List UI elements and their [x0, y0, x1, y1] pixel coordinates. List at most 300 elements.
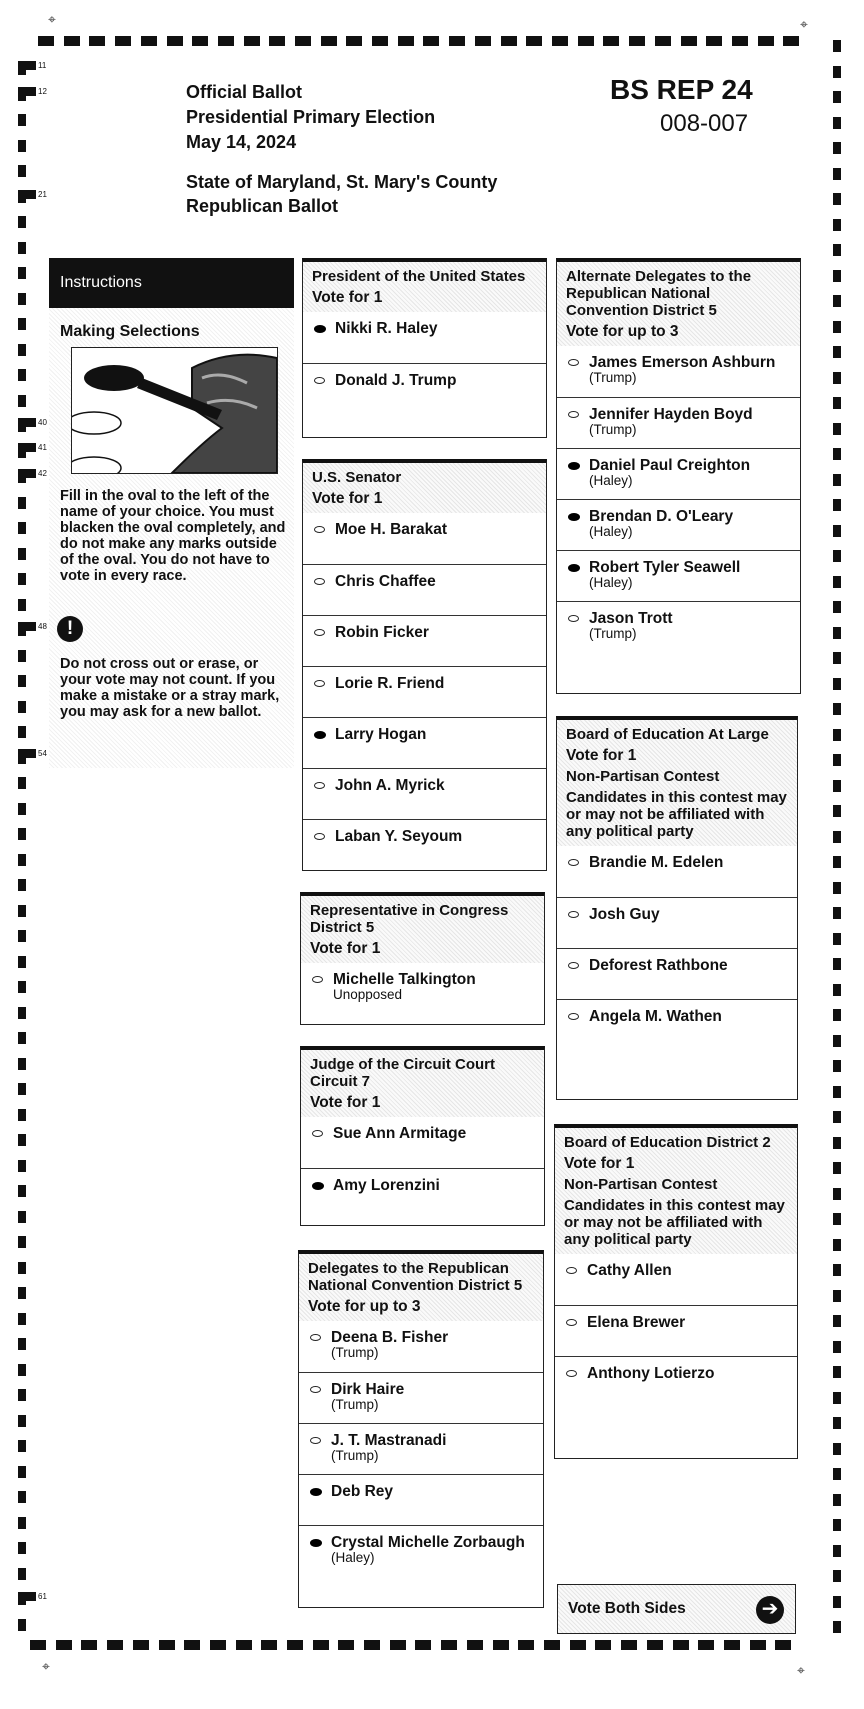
candidate-option[interactable] — [301, 963, 544, 1014]
party-ballot: Republican Ballot — [186, 196, 339, 216]
contest-header — [299, 1254, 543, 1321]
candidate-option[interactable] — [557, 346, 800, 397]
election-name: Presidential Primary Election — [186, 107, 436, 127]
timing-mark — [18, 1185, 26, 1197]
timing-mark — [18, 369, 26, 381]
timing-mark — [833, 193, 841, 205]
timing-mark — [313, 1640, 329, 1650]
timing-mark — [18, 1364, 26, 1376]
timing-mark — [133, 1640, 149, 1650]
contest-header — [555, 1128, 797, 1254]
candidate-option[interactable] — [303, 513, 546, 564]
timing-mark — [467, 1640, 483, 1650]
timing-mark — [18, 777, 26, 789]
registration-mark: ⌖ — [42, 1658, 50, 1674]
contest-alternate-delegates — [556, 258, 801, 694]
timing-mark — [732, 36, 748, 46]
instructions-no-erase: Do not cross out or erase, or your vote may not count. If you make a mistake or a stray mark, you may ask for a new ballot. — [60, 656, 280, 720]
candidate-option[interactable] — [303, 666, 546, 717]
timing-mark — [18, 1160, 26, 1172]
timing-mark — [18, 981, 26, 993]
candidate-option[interactable] — [557, 846, 797, 897]
timing-mark — [493, 1640, 509, 1650]
timing-mark — [501, 36, 517, 46]
timing-mark — [833, 1290, 841, 1302]
vote-for-instruction: Vote for 1 — [312, 490, 383, 507]
candidate-affiliation: (Haley) — [589, 473, 633, 488]
timing-label: 21 — [38, 190, 47, 199]
candidate-name: Brendan D. O'Leary — [589, 508, 734, 525]
candidate-option[interactable] — [299, 1525, 543, 1576]
candidate-option[interactable] — [303, 615, 546, 666]
timing-mark — [833, 550, 841, 562]
timing-mark — [18, 1542, 26, 1554]
filled-oval-icon[interactable] — [568, 513, 580, 521]
candidate-option[interactable] — [557, 601, 800, 652]
candidate-name: Daniel Paul Creighton — [589, 457, 751, 474]
timing-mark — [18, 87, 36, 96]
candidate-option[interactable] — [557, 897, 797, 948]
timing-mark — [833, 1111, 841, 1123]
candidate-name: Deena B. Fisher — [331, 1329, 449, 1346]
empty-oval-icon[interactable] — [314, 833, 325, 840]
contest-president — [302, 258, 547, 438]
candidate-option[interactable] — [299, 1423, 543, 1474]
timing-mark — [18, 879, 26, 891]
timing-mark — [833, 831, 841, 843]
timing-mark — [18, 1313, 26, 1325]
timing-mark — [833, 372, 841, 384]
timing-mark — [18, 522, 26, 534]
ballot-style-code: BS REP 24 — [610, 74, 753, 105]
timing-mark — [218, 36, 234, 46]
candidate-name: Crystal Michelle Zorbaugh — [331, 1534, 525, 1551]
timing-mark — [18, 701, 26, 713]
timing-mark — [18, 418, 36, 427]
timing-label: 48 — [38, 622, 47, 631]
timing-mark — [287, 1640, 303, 1650]
timing-mark — [629, 36, 645, 46]
vote-for-instruction: Vote for 1 — [312, 289, 383, 306]
contest-congress-district-5 — [300, 892, 545, 1025]
jurisdiction: State of Maryland, St. Mary's County — [186, 172, 498, 192]
registration-mark: ⌖ — [800, 16, 808, 32]
candidate-name: Michelle Talkington — [333, 971, 476, 988]
timing-mark — [833, 1060, 841, 1072]
candidate-name: John A. Myrick — [335, 777, 445, 794]
timing-mark — [833, 1570, 841, 1582]
timing-mark — [18, 930, 26, 942]
timing-mark — [655, 36, 671, 46]
candidate-affiliation: (Trump) — [589, 626, 637, 641]
timing-mark — [681, 36, 697, 46]
timing-label: 41 — [38, 443, 47, 452]
timing-mark — [833, 168, 841, 180]
contest-title: U.S. Senator — [312, 469, 402, 486]
timing-mark — [18, 905, 26, 917]
candidate-name: Brandie M. Edelen — [589, 854, 724, 871]
empty-oval-icon[interactable] — [314, 629, 325, 636]
precinct-number: 008-007 — [660, 110, 749, 137]
timing-mark — [698, 1640, 714, 1650]
candidate-name: Lorie R. Friend — [335, 675, 445, 692]
timing-mark — [775, 1640, 791, 1650]
candidate-name: J. T. Mastranadi — [331, 1432, 447, 1449]
vote-for-instruction: Vote for 1 — [566, 747, 637, 764]
timing-mark — [833, 397, 841, 409]
candidate-option[interactable] — [557, 397, 800, 448]
candidate-option[interactable] — [303, 363, 546, 414]
candidate-name: Elena Brewer — [587, 1314, 686, 1331]
candidate-name: Larry Hogan — [335, 726, 427, 743]
empty-oval-icon[interactable] — [566, 1370, 577, 1377]
timing-mark — [18, 548, 26, 560]
timing-mark — [18, 599, 26, 611]
timing-mark — [833, 117, 841, 129]
timing-mark — [18, 1032, 26, 1044]
timing-mark — [18, 650, 26, 662]
empty-oval-icon[interactable] — [566, 1267, 577, 1274]
timing-mark — [833, 448, 841, 460]
empty-oval-icon[interactable] — [568, 859, 579, 866]
timing-mark — [18, 675, 26, 687]
timing-mark — [18, 1211, 26, 1223]
candidate-affiliation: (Trump) — [589, 422, 637, 437]
timing-label: 11 — [38, 61, 47, 70]
contest-title: President of the United States — [312, 268, 526, 285]
candidate-affiliation: (Haley) — [589, 575, 633, 590]
contest-header — [303, 262, 546, 312]
timing-mark — [833, 805, 841, 817]
timing-mark — [833, 933, 841, 945]
candidate-option[interactable] — [303, 312, 546, 363]
empty-oval-icon[interactable] — [568, 962, 579, 969]
timing-mark — [18, 61, 36, 70]
timing-mark — [724, 1640, 740, 1650]
election-date: May 14, 2024 — [186, 132, 297, 152]
timing-mark — [18, 242, 26, 254]
candidate-name: Robin Ficker — [335, 624, 429, 641]
filled-oval-icon[interactable] — [312, 1182, 324, 1190]
empty-oval-icon[interactable] — [314, 782, 325, 789]
timing-mark — [833, 652, 841, 664]
candidate-affiliation: Unopposed — [333, 987, 403, 1002]
timing-mark — [18, 395, 26, 407]
timing-mark — [833, 678, 841, 690]
timing-mark — [833, 780, 841, 792]
marking-illustration — [71, 347, 278, 474]
timing-mark — [833, 703, 841, 715]
timing-mark — [81, 1640, 97, 1650]
empty-oval-icon[interactable] — [568, 615, 579, 622]
timing-mark — [18, 318, 26, 330]
filled-oval-icon[interactable] — [310, 1539, 322, 1547]
candidate-name: James Emerson Ashburn — [589, 354, 776, 371]
timing-mark — [441, 1640, 457, 1650]
timing-mark — [833, 1366, 841, 1378]
filled-oval-icon[interactable] — [310, 1488, 322, 1496]
contest-title: Board of Education District 2 — [564, 1134, 771, 1151]
candidate-name: Cathy Allen — [587, 1262, 672, 1279]
timing-mark — [706, 36, 722, 46]
contest-board-of-education-at-large — [556, 716, 798, 1100]
timing-mark — [833, 1035, 841, 1047]
timing-mark — [338, 1640, 354, 1650]
timing-mark — [141, 36, 157, 46]
timing-mark — [833, 1315, 841, 1327]
timing-mark — [833, 423, 841, 435]
timing-mark — [159, 1640, 175, 1650]
candidate-name: Jason Trott — [589, 610, 673, 627]
candidate-name: Amy Lorenzini — [333, 1177, 440, 1194]
timing-mark — [833, 321, 841, 333]
contest-header — [301, 896, 544, 963]
timing-mark — [18, 726, 26, 738]
timing-mark — [89, 36, 105, 46]
empty-oval-icon[interactable] — [568, 1013, 579, 1020]
candidate-option[interactable] — [557, 550, 800, 601]
registration-mark: ⌖ — [797, 1662, 805, 1678]
candidate-affiliation: (Haley) — [589, 524, 633, 539]
timing-mark — [750, 1640, 766, 1650]
timing-mark — [18, 622, 36, 631]
timing-mark — [107, 1640, 123, 1650]
timing-mark — [18, 140, 26, 152]
timing-mark — [833, 1188, 841, 1200]
timing-mark — [833, 1494, 841, 1506]
affiliation-note: Candidates in this contest may or may not be affiliated with any political party — [566, 789, 787, 840]
empty-oval-icon[interactable] — [566, 1319, 577, 1326]
timing-mark — [833, 295, 841, 307]
timing-mark — [449, 36, 465, 46]
timing-mark — [18, 469, 36, 478]
contest-board-of-education-district-2 — [554, 1124, 798, 1459]
candidate-option[interactable] — [557, 948, 797, 999]
timing-mark — [18, 165, 26, 177]
timing-mark — [38, 36, 54, 46]
timing-mark — [833, 1239, 841, 1251]
instructions-heading: Instructions — [49, 258, 294, 308]
timing-mark — [346, 36, 362, 46]
vote-both-sides-banner — [557, 1584, 796, 1634]
timing-mark — [18, 803, 26, 815]
ballot-title: Official Ballot — [186, 82, 303, 102]
timing-mark — [18, 1007, 26, 1019]
making-selections-heading: Making Selections — [60, 323, 200, 340]
timing-mark — [833, 346, 841, 358]
contest-header — [557, 720, 797, 846]
vote-for-instruction: Vote for 1 — [310, 1094, 381, 1111]
candidate-affiliation: (Trump) — [331, 1397, 379, 1412]
timing-mark — [603, 36, 619, 46]
timing-mark — [184, 1640, 200, 1650]
vote-for-instruction: Vote for up to 3 — [566, 323, 679, 340]
vote-for-instruction: Vote for 1 — [564, 1155, 635, 1172]
candidate-option[interactable] — [557, 499, 800, 550]
timing-mark — [833, 244, 841, 256]
timing-mark — [18, 573, 26, 585]
candidate-name: Laban Y. Seyoum — [335, 828, 463, 845]
timing-mark — [833, 1213, 841, 1225]
timing-mark — [833, 1341, 841, 1353]
timing-mark — [552, 36, 568, 46]
timing-mark — [833, 474, 841, 486]
timing-mark — [18, 497, 26, 509]
timing-mark — [18, 1440, 26, 1452]
non-partisan-note: Non-Partisan Contest — [566, 768, 720, 785]
timing-mark — [595, 1640, 611, 1650]
timing-mark — [518, 1640, 534, 1650]
candidate-name: Robert Tyler Seawell — [589, 559, 741, 576]
contest-title: Alternate Delegates to the Republican National Convention District 5 — [566, 268, 752, 319]
timing-label: 12 — [38, 87, 47, 96]
filled-oval-icon[interactable] — [314, 731, 326, 739]
candidate-option[interactable] — [555, 1254, 797, 1305]
timing-mark — [64, 36, 80, 46]
candidate-name: Nikki R. Haley — [335, 320, 438, 337]
timing-mark — [18, 114, 26, 126]
timing-mark — [423, 36, 439, 46]
timing-mark — [833, 601, 841, 613]
candidate-option[interactable] — [303, 564, 546, 615]
exclamation-icon: ! — [57, 616, 83, 642]
timing-mark — [18, 1619, 26, 1631]
empty-oval-icon[interactable] — [568, 411, 579, 418]
timing-mark — [833, 1621, 841, 1633]
timing-mark — [236, 1640, 252, 1650]
candidate-option[interactable] — [301, 1168, 544, 1219]
contest-title: Judge of the Circuit Court Circuit 7 — [310, 1056, 495, 1090]
timing-mark — [833, 142, 841, 154]
filled-oval-icon[interactable] — [568, 462, 580, 470]
timing-mark — [18, 293, 26, 305]
contest-title: Delegates to the Republican National Convention District 5 — [308, 1260, 523, 1294]
timing-mark — [18, 1134, 26, 1146]
empty-oval-icon[interactable] — [568, 911, 579, 918]
timing-mark — [621, 1640, 637, 1650]
candidate-name: Angela M. Wathen — [589, 1008, 722, 1025]
candidate-name: Sue Ann Armitage — [333, 1125, 467, 1142]
timing-mark — [210, 1640, 226, 1650]
timing-mark — [18, 1517, 26, 1529]
filled-oval-icon[interactable] — [314, 325, 326, 333]
timing-mark — [18, 1262, 26, 1274]
candidate-option[interactable] — [299, 1474, 543, 1525]
timing-mark — [544, 1640, 560, 1650]
timing-mark — [18, 1568, 26, 1580]
timing-mark — [115, 36, 131, 46]
timing-mark — [526, 36, 542, 46]
affiliation-note: Candidates in this contest may or may not be affiliated with any political party — [564, 1197, 785, 1248]
timing-mark — [758, 36, 774, 46]
timing-mark — [647, 1640, 663, 1650]
instructions-fill-oval: Fill in the oval to the left of the name of your choice. You must blacken the oval completely, and do not make any marks outside of the oval. You do not have to vote in every race. — [60, 488, 286, 584]
timing-mark — [244, 36, 260, 46]
timing-mark — [833, 856, 841, 868]
candidate-option[interactable] — [299, 1372, 543, 1423]
candidate-option[interactable] — [299, 1321, 543, 1372]
empty-oval-icon[interactable] — [312, 976, 323, 983]
timing-mark — [18, 1592, 36, 1601]
registration-mark: ⌖ — [48, 11, 56, 27]
non-partisan-note: Non-Partisan Contest — [564, 1176, 718, 1193]
timing-mark — [372, 36, 388, 46]
timing-mark — [833, 1443, 841, 1455]
candidate-name: Chris Chaffee — [335, 573, 436, 590]
timing-mark — [18, 216, 26, 228]
timing-mark — [833, 1264, 841, 1276]
empty-oval-icon[interactable] — [310, 1437, 321, 1444]
empty-oval-icon[interactable] — [314, 680, 325, 687]
arrow-right-icon: ➔ — [756, 1596, 784, 1624]
empty-oval-icon[interactable] — [314, 526, 325, 533]
timing-mark — [833, 1519, 841, 1531]
candidate-option[interactable] — [301, 1117, 544, 1168]
timing-mark — [833, 627, 841, 639]
candidate-option[interactable] — [303, 819, 546, 870]
contest-title: Representative in Congress District 5 — [310, 902, 509, 936]
timing-mark — [833, 1009, 841, 1021]
candidate-name: Anthony Lotierzo — [587, 1365, 715, 1382]
timing-mark — [833, 91, 841, 103]
candidate-option[interactable] — [557, 999, 797, 1050]
candidate-name: Dirk Haire — [331, 1381, 405, 1398]
timing-mark — [18, 1287, 26, 1299]
timing-mark — [18, 1109, 26, 1121]
contest-delegates — [298, 1250, 544, 1608]
pen-filling-oval-icon — [72, 348, 277, 473]
timing-label: 54 — [38, 749, 47, 758]
timing-mark — [833, 882, 841, 894]
timing-mark — [269, 36, 285, 46]
candidate-option[interactable] — [303, 768, 546, 819]
timing-mark — [833, 754, 841, 766]
candidate-option[interactable] — [303, 717, 546, 768]
timing-mark — [833, 525, 841, 537]
timing-mark — [833, 907, 841, 919]
empty-oval-icon[interactable] — [568, 359, 579, 366]
empty-oval-icon[interactable] — [310, 1334, 321, 1341]
candidate-option[interactable] — [555, 1305, 797, 1356]
candidate-option[interactable] — [555, 1356, 797, 1407]
timing-mark — [18, 267, 26, 279]
timing-label: 42 — [38, 469, 47, 478]
empty-oval-icon[interactable] — [314, 578, 325, 585]
timing-mark — [415, 1640, 431, 1650]
empty-oval-icon[interactable] — [312, 1130, 323, 1137]
candidate-option[interactable] — [557, 448, 800, 499]
contest-header — [303, 463, 546, 513]
contest-header — [301, 1050, 544, 1117]
timing-mark — [578, 36, 594, 46]
timing-mark — [833, 984, 841, 996]
candidate-name: Deforest Rathbone — [589, 957, 728, 974]
candidate-name: Donald J. Trump — [335, 372, 457, 389]
timing-mark — [833, 499, 841, 511]
timing-mark — [321, 36, 337, 46]
empty-oval-icon[interactable] — [310, 1386, 321, 1393]
empty-oval-icon[interactable] — [314, 377, 325, 384]
timing-mark — [673, 1640, 689, 1650]
timing-mark — [167, 36, 183, 46]
timing-mark — [833, 1545, 841, 1557]
candidate-affiliation: (Trump) — [331, 1345, 379, 1360]
timing-mark — [295, 36, 311, 46]
timing-mark — [398, 36, 414, 46]
candidate-name: Moe H. Barakat — [335, 521, 447, 538]
filled-oval-icon[interactable] — [568, 564, 580, 572]
timing-mark — [833, 1137, 841, 1149]
